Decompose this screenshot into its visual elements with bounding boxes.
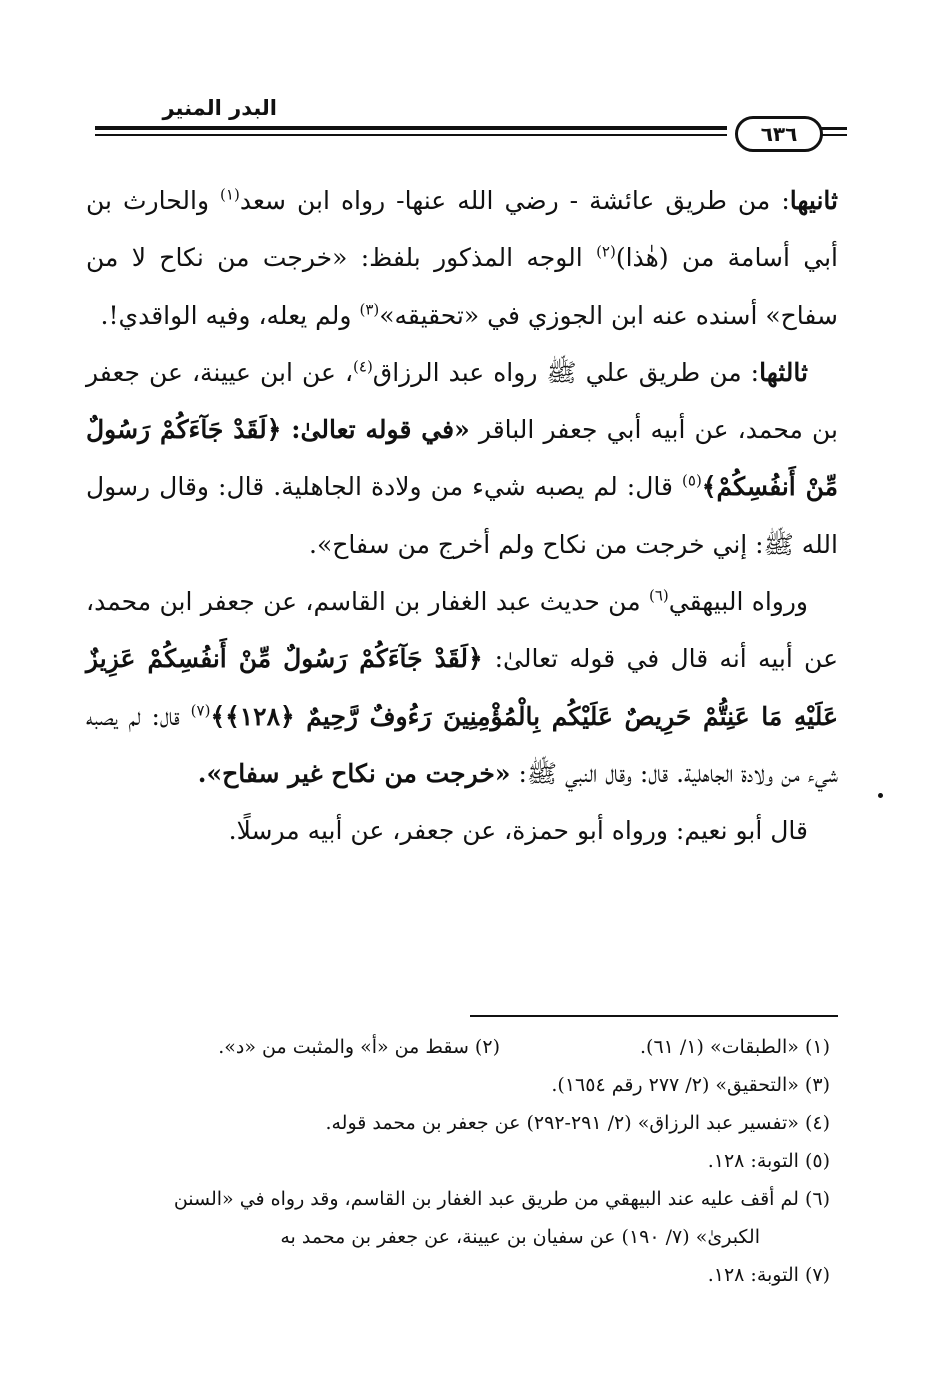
footnote-ref-6[interactable]: (٦) [648, 586, 669, 605]
paragraph-label: ثانيها [789, 186, 838, 215]
footnotes [70, 1028, 830, 1294]
footnote-6: (٦) لم أقف عليه عند البيهقي من طريق عبد الغفار بن القاسم، وقد رواه في «السنن [173, 1188, 830, 1210]
paragraph-label: ثالثها [759, 357, 809, 387]
quote-span: «في قوله تعالىٰ: [291, 415, 470, 445]
text-span: ولم يعله، وفيه الواقدي!. [100, 300, 360, 330]
footnote-row [70, 1028, 830, 1066]
text-span: الوجه المذكور بلفظ: «خرجت من نكاح لا من سفاح» أسنده عنه ابن الجوزي في «تحقيقه» [86, 243, 838, 330]
paragraph-bayhaqi [86, 573, 838, 802]
footnote-ref-5[interactable]: (٥) [682, 472, 702, 491]
paragraph-abu-nuaym [86, 802, 838, 859]
main-text [86, 172, 838, 860]
footnote-6-continued: الكبرىٰ» (٧/ ١٩٠) عن سفيان بن عيينة، عن جعفر بن محمد به [280, 1226, 760, 1248]
text-span: : من طريق علي ﷺ رواه عبد الرزاق [372, 357, 760, 387]
footnote-ref-2[interactable]: (٢) [596, 242, 616, 261]
margin-dot [878, 793, 883, 798]
footnote-1: (١) «الطبقات» (١/ ٦١). [639, 1036, 830, 1058]
text-span: قال: لم يصبه شيء من ولادة الجاهلية. قال: وقال رسول الله ﷺ: إني خرجت من نكاح ولم أخرج من سفاح». [86, 472, 838, 559]
text-span: من حديث عبد الغفار بن القاسم، عن جعفر ابن محمد، عن أبيه أنه قال في قوله تعالىٰ: [86, 587, 838, 674]
book-title: البدر المنير [162, 96, 277, 120]
footnote-ref-4[interactable]: (٤) [353, 357, 373, 376]
footnote-ref-3[interactable]: (٣) [359, 300, 380, 319]
footnote-separator [470, 1015, 838, 1017]
footnote-4: (٤) «تفسير عبد الرزاق» (٢/ ٢٩١-٢٩٢) عن جعفر بن محمد قوله. [325, 1112, 830, 1134]
text-span: ، عن ابن عيينة، عن جعفر بن محمد، عن أبيه أبي جعفر الباقر [86, 357, 838, 445]
paragraph-thaniha [86, 172, 838, 344]
text-span: والحارث بن أبي أسامة من (هٰذا) [86, 186, 839, 273]
text-span: : من طريق عائشة - رضي الله عنها- رواه ابن سعد [239, 186, 790, 215]
paragraph-thalithuha [86, 344, 838, 573]
header-rule-thin [95, 134, 727, 136]
footnote-ref-1[interactable]: (١) [220, 185, 240, 204]
running-header [95, 92, 847, 162]
text-span: قال أبو نعيم: ورواه أبو حمزة، عن جعفر، عن أبيه مرسلًا. [228, 816, 808, 846]
footnote-7: (٧) التوبة: ١٢٨. [707, 1264, 830, 1286]
footnote-2: (٢) سقط من «أ» والمثبت من «د». [218, 1036, 500, 1058]
quote-span: «خرجت من نكاح غير سفاح». [197, 758, 511, 788]
page-number: ٦٣٦ [735, 116, 823, 152]
footnote-5: (٥) التوبة: ١٢٨. [707, 1150, 830, 1172]
text-span: ورواه البيهقي [668, 587, 808, 617]
footnote-ref-7[interactable]: (٧) [190, 701, 211, 720]
text-span: قال: لم يصبه شيء من ولادة الجاهلية. قال: وقال النبي ﷺ: [86, 701, 838, 788]
footnote-3: (٣) «التحقيق» (٢/ ٢٧٧ رقم ١٦٥٤). [551, 1074, 830, 1096]
quran-verse: ﴿لَقَدْ جَآءَكُمْ رَسُولٌ مِّنْ أَنفُسِكُمْ عَزِيزٌ عَلَيْهِ مَا عَنِتُّمْ حَرِيصٌ عَلَيْكُم بِالْمُؤْمِنِينَ رَءُوفٌ رَّحِيمٌ ﴿١٢٨﴾﴾ [86, 644, 838, 731]
quran-verse: ﴿لَقَدْ جَآءَكُمْ رَسُولٌ مِّنْ أَنفُسِكُمْ﴾ [86, 415, 838, 502]
header-rule-thick [95, 126, 727, 130]
